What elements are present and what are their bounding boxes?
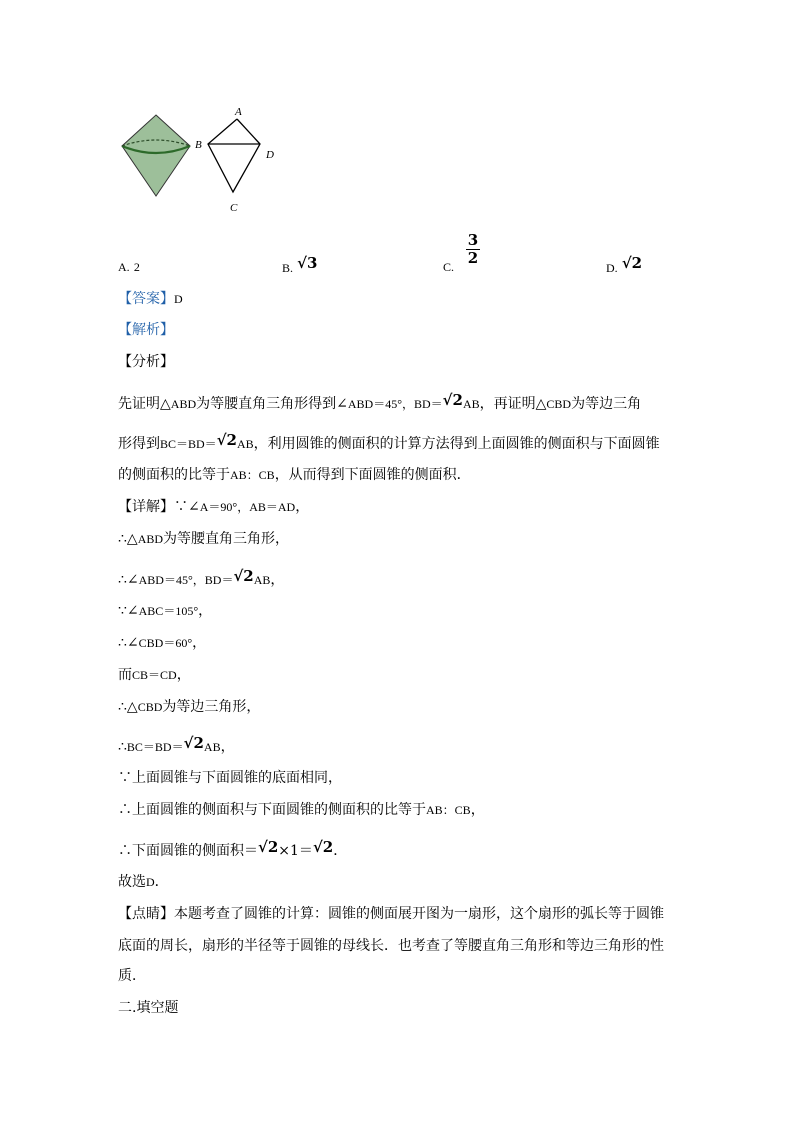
option-c-label: C.	[443, 260, 455, 274]
fenxi-text: 的侧面积的比等于	[118, 467, 230, 483]
option-c-value	[466, 232, 480, 267]
detail-text: ∴上面圆锥的侧面积与下面圆锥的侧面积的比等于	[118, 802, 426, 818]
detail-line-10	[118, 800, 485, 820]
quadrilateral-figure	[190, 104, 290, 216]
fenxi-text: ABD＝45°，BD＝	[347, 397, 443, 411]
fenxi-tag: 【分析】	[118, 354, 174, 370]
detail-text: AB：CB	[426, 803, 471, 817]
option-c-denominator: 2	[467, 249, 479, 267]
option-b-label: B.	[282, 261, 294, 275]
detail-text: ，	[270, 572, 285, 588]
detail-text: ∵∠	[174, 499, 200, 515]
detail-line-6	[118, 665, 191, 685]
detail-line-3	[118, 569, 284, 590]
detail-text: CBD＝60°	[138, 636, 193, 650]
detail-text: 而	[118, 667, 132, 683]
detail-text: ，	[198, 603, 213, 619]
cone-body	[122, 115, 190, 196]
option-d-value: √2	[621, 254, 643, 272]
detail-text: ∴△	[118, 699, 138, 715]
option-d-label: D.	[606, 261, 618, 275]
detail-text: 为等边三角形，	[162, 699, 261, 715]
fenxi-text: CBD	[546, 397, 572, 411]
detail-line-8	[118, 736, 235, 757]
fenxi-text: ，再证明△	[479, 396, 547, 412]
detail-text: ∴下面圆锥的侧面积＝	[118, 843, 258, 859]
detail-text: ，	[470, 802, 485, 818]
detail-text: ∴△	[118, 531, 138, 547]
fenxi-text: AB	[462, 397, 480, 411]
detail-text: ∴∠	[118, 572, 139, 588]
detail-line-1	[118, 497, 309, 517]
option-d	[606, 254, 643, 278]
detail-text: ABD	[137, 532, 164, 546]
fenxi-line-3	[118, 465, 471, 485]
detail-tag: 【详解】	[118, 499, 174, 515]
option-a-value: 2	[133, 260, 140, 274]
detail-line-11	[118, 840, 347, 861]
detail-text: ，	[192, 635, 207, 651]
detail-text: ，	[220, 739, 235, 755]
comment-line-3: 质．	[118, 968, 146, 984]
detail-text: ．	[154, 874, 169, 890]
answer-line	[118, 289, 183, 309]
sqrt-two: √2	[216, 431, 237, 449]
sqrt-two: √2	[442, 391, 463, 409]
comment-text: 本题考查了圆锥的计算：圆锥的侧面展开图为一扇形，这个扇形的弧长等于圆锥	[174, 906, 664, 922]
detail-text: ∵∠	[118, 603, 139, 619]
detail-text: CB＝CD	[132, 668, 177, 682]
answer-tag: 【答案】	[118, 291, 174, 307]
detail-text: ABD＝45°，BD＝	[138, 573, 234, 587]
comment-line-1	[118, 904, 664, 924]
fenxi-text: ，从而得到下面圆锥的侧面积．	[274, 467, 471, 483]
detail-line-4	[118, 601, 212, 621]
fenxi-text: BC＝BD＝	[160, 437, 217, 451]
option-b-value: √3	[297, 254, 318, 272]
detail-text: 为等腰直角三角形，	[163, 531, 290, 547]
detail-text: D	[146, 875, 155, 889]
option-a	[118, 258, 140, 277]
fenxi-text: ，利用圆锥的侧面积的计算方法得到上面圆锥的侧面积与下面圆锥	[253, 436, 660, 452]
option-c-numerator: 3	[467, 231, 479, 249]
option-c	[443, 258, 454, 277]
fenxi-text: ABD	[170, 397, 197, 411]
detail-line-9: ∵上面圆锥与下面圆锥的底面相同，	[118, 770, 342, 786]
detail-text: ABC＝105°	[138, 604, 199, 618]
detail-text: ，	[295, 499, 310, 515]
fenxi-line-2	[118, 433, 660, 454]
detail-text: ，	[176, 667, 191, 683]
sqrt-two: √2	[258, 838, 279, 856]
detail-text: AB	[253, 573, 271, 587]
comment-tag: 【点睛】	[118, 906, 174, 922]
analysis-tag: 【解析】	[118, 322, 174, 338]
label-c: C	[230, 202, 238, 214]
comment-line-2: 底面的周长，扇形的半径等于圆锥的母线长．也考查了等腰直角三角形和等边三角形的性	[118, 938, 664, 954]
detail-text: AB	[203, 740, 221, 754]
detail-text: ∴∠	[118, 635, 139, 651]
detail-text: 故选	[118, 874, 146, 890]
fenxi-text: 为等腰直角三角形得到∠	[196, 396, 348, 412]
detail-text: ．	[333, 843, 348, 859]
answer-value: D	[174, 292, 183, 306]
detail-text: ∴	[118, 739, 127, 755]
detail-text: BC＝BD＝	[126, 740, 184, 754]
detail-line-5	[118, 633, 206, 653]
double-cone-figure	[118, 112, 194, 200]
detail-text: A＝90°，AB＝AD	[199, 500, 296, 514]
option-a-label: A.	[118, 260, 130, 274]
fenxi-line-1	[118, 393, 641, 414]
detail-text: ×1＝	[278, 843, 313, 859]
label-b: B	[195, 139, 202, 151]
option-b	[282, 254, 318, 278]
sqrt-two: √2	[183, 734, 204, 752]
fenxi-text: AB：CB	[230, 468, 275, 482]
detail-text: CBD	[137, 700, 163, 714]
fenxi-text: AB	[236, 437, 254, 451]
quad-outline	[208, 119, 260, 192]
detail-line-7	[118, 697, 260, 717]
fenxi-text: 为等边三角	[571, 396, 642, 412]
label-d: D	[266, 149, 274, 161]
sqrt-two: √2	[233, 567, 254, 585]
sqrt-two: √2	[312, 838, 334, 856]
detail-line-2	[118, 529, 289, 549]
fenxi-text: 形得到	[118, 436, 160, 452]
section-title: 二.填空题	[118, 1000, 179, 1016]
detail-line-12	[118, 872, 169, 892]
fenxi-text: 先证明△	[118, 396, 171, 412]
label-a: A	[235, 106, 242, 118]
